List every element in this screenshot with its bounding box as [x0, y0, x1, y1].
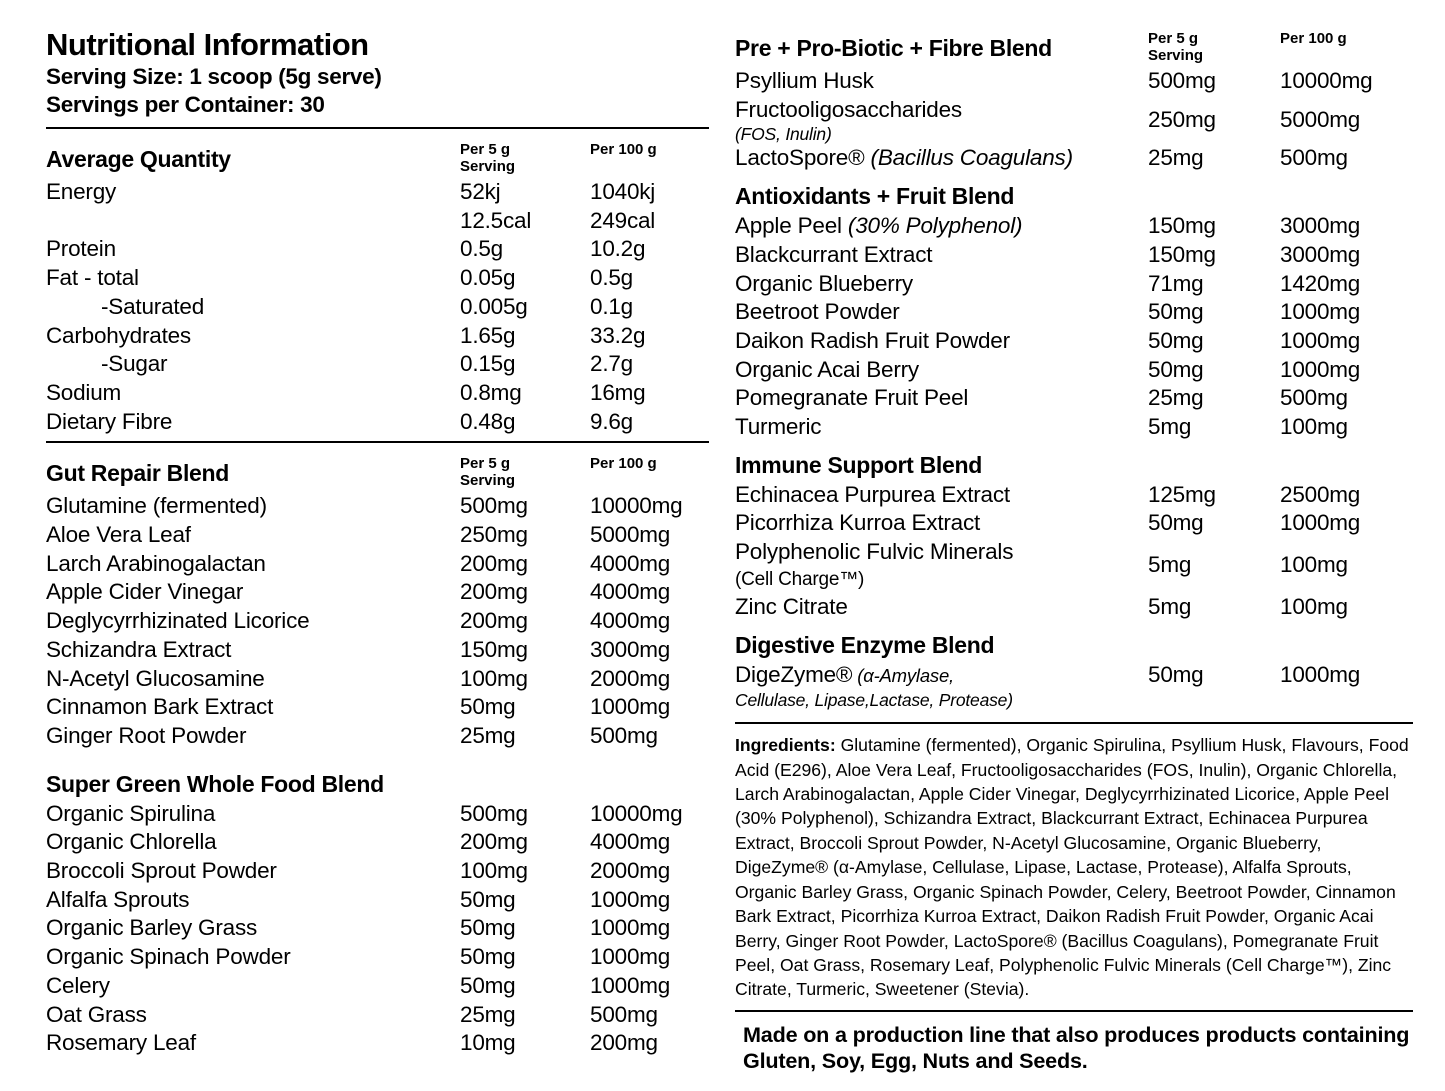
per-serving-value: 10mg: [460, 1030, 516, 1056]
ingredient-label-italic: (30% Polyphenol): [841, 213, 1023, 239]
per-100g-value: 1420mg: [1280, 270, 1361, 296]
ingredient-sublabel: Cellulase, Lipase,Lactase, Protease): [735, 690, 1013, 711]
per-100g-value: 200mg: [590, 1030, 658, 1056]
ingredient-name: [46, 722, 460, 751]
per-100g-value: 1000mg: [1280, 299, 1361, 325]
pre-pro-biotic-blend-table: [735, 26, 1413, 173]
per-serving-value: 100mg: [460, 665, 528, 691]
ingredient-label-text: Rosemary Leaf: [46, 1030, 196, 1056]
column-header-line: Serving: [460, 472, 516, 490]
per-100g-value: 3000mg: [590, 636, 671, 662]
ingredient-label-text: Carbohydrates: [46, 322, 191, 348]
per-serving-value: 5mg: [1148, 593, 1192, 619]
ingredient-name: [46, 693, 460, 722]
ingredient-label-text: Organic Acai Berry: [735, 356, 919, 382]
ingredient-name: [46, 550, 460, 579]
column-header-line: Serving: [460, 158, 516, 175]
ingredient-name: [46, 857, 460, 886]
table-row: [46, 350, 709, 379]
ingredient-name: [46, 322, 460, 351]
table-row: [735, 413, 1413, 442]
per-serving-value: 25mg: [460, 722, 516, 748]
ingredient-label-text: -Sugar: [101, 351, 168, 377]
section-header-row: [735, 26, 1413, 67]
per-serving-value: 25mg: [1148, 385, 1204, 411]
column-header-line: Serving: [1148, 47, 1204, 64]
per-100g-value: 5000mg: [1280, 106, 1361, 132]
per-serving-value: 71mg: [1148, 270, 1204, 296]
ingredient-name: [735, 538, 1148, 593]
per-100g-value: 33.2g: [590, 322, 646, 348]
column-header-line: Per 5 g: [1148, 30, 1199, 47]
ingredient-name: [46, 828, 460, 857]
ingredient-sublabel: (FOS, Inulin): [735, 124, 832, 145]
section-heading: Average Quantity: [46, 146, 231, 172]
ingredient-name: [735, 96, 1148, 145]
per-100g-value: 0.5g: [590, 265, 633, 291]
per-100g-value: 500mg: [1280, 145, 1348, 171]
ingredient-label-text: Organic Chlorella: [46, 829, 217, 855]
ingredient-label-text: Pomegranate Fruit Peel: [735, 385, 969, 411]
ingredient-label-text: -Saturated: [101, 293, 205, 319]
per-100g-value: 4000mg: [590, 579, 671, 605]
ingredients-paragraph: [735, 733, 1413, 1001]
per-serving-value: 200mg: [460, 829, 528, 855]
section-header-row: [46, 443, 709, 492]
per-serving-value: 50mg: [460, 915, 516, 941]
ingredient-name: [735, 67, 1148, 96]
table-row: [46, 800, 709, 829]
ingredient-label-text: Organic Spirulina: [46, 800, 216, 826]
table-row: [735, 67, 1413, 96]
per-100g-value: 9.6g: [590, 408, 633, 434]
per-100g-value: 2000mg: [590, 858, 671, 884]
ingredient-label-text: Polyphenolic Fulvic Minerals: [735, 539, 1014, 565]
antioxidants-blend-table: [735, 173, 1413, 442]
super-green-blend-table: [46, 761, 709, 1058]
immune-support-blend-table: [735, 442, 1413, 622]
table-row: [46, 607, 709, 636]
per-100g-value: 1000mg: [1280, 356, 1361, 382]
table-row: [46, 492, 709, 521]
digestive-enzyme-blend-table: [735, 622, 1413, 711]
column-header-per-serving: [460, 139, 590, 175]
table-row: [46, 914, 709, 943]
per-100g-value: 0.1g: [590, 293, 633, 319]
ingredient-label-italic: (Bacillus Coagulans): [864, 145, 1073, 171]
table-row: [46, 178, 709, 207]
table-row: [735, 327, 1413, 356]
ingredient-name: [46, 636, 460, 665]
section-header-row: [46, 761, 709, 800]
ingredient-name: [46, 178, 460, 207]
table-row: [735, 509, 1413, 538]
ingredient-name: [46, 521, 460, 550]
column-header-per-serving: [1148, 28, 1280, 64]
ingredient-name: [46, 972, 460, 1001]
per-serving-value: 500mg: [460, 800, 528, 826]
table-row: [735, 481, 1413, 510]
per-100g-value: 4000mg: [590, 550, 671, 576]
table-row: [46, 379, 709, 408]
table-row: [46, 693, 709, 722]
ingredient-name: [46, 235, 460, 264]
ingredient-label-text: Oat Grass: [46, 1001, 147, 1027]
ingredient-name: [735, 298, 1148, 327]
right-column: [735, 26, 1413, 1075]
per-100g-value: 10000mg: [590, 493, 683, 519]
ingredient-label-text: Ginger Root Powder: [46, 722, 247, 748]
per-serving-value: 0.5g: [460, 236, 503, 262]
per-100g-value: 100mg: [1280, 552, 1348, 578]
table-row: [46, 207, 709, 236]
ingredient-label-text: Aloe Vera Leaf: [46, 522, 191, 548]
per-serving-value: 50mg: [1148, 327, 1204, 353]
per-serving-value: 50mg: [460, 944, 516, 970]
ingredient-label-text: Daikon Radish Fruit Powder: [735, 327, 1010, 353]
section-header-row: [735, 173, 1413, 212]
divider: [735, 1010, 1413, 1012]
column-header-per-100g: Per 100 g: [590, 141, 657, 158]
ingredient-label-text: Deglycyrrhizinated Licorice: [46, 608, 310, 634]
ingredient-name: [735, 212, 1148, 241]
ingredient-label-text: Celery: [46, 972, 110, 998]
section-header-row: [735, 622, 1413, 661]
column-header-per-100g: Per 100 g: [1280, 30, 1347, 47]
table-row: [735, 661, 1413, 711]
table-row: [735, 212, 1413, 241]
per-100g-value: 100mg: [1280, 414, 1348, 440]
per-100g-value: 10000mg: [590, 800, 683, 826]
ingredient-label-text: Cinnamon Bark Extract: [46, 694, 274, 720]
ingredients-label: Ingredients:: [735, 735, 836, 756]
per-100g-value: 3000mg: [1280, 241, 1361, 267]
per-serving-value: 200mg: [460, 550, 528, 576]
ingredients-text: Glutamine (fermented), Organic Spirulina, Psyllium Husk, Flavours, Food Acid (E296), Aloe Vera Leaf, Fructooligosaccharides (FOS, Inulin), Organic Chlorella, Larch Arabinogalactan, Apple Cider Vinegar, Deglycyrrhizinated Licorice, Apple Peel (30% Polyphenol), Schizandra Extract, Blackcurrant Extract, Echinacea Purpurea Extract, Broccoli Sprout Powder, N-Acetyl Glucosamine, Organic Blueberry, DigeZyme® (α-Amylase, Cellulase, Lipase, Lactase, Protease), Alfalfa Sprouts, Organic Barley Grass, Organic Spinach Powder, Celery, Beetroot Powder, Cinnamon Bark Extract, Picorrhiza Kurroa Extract, Daikon Radish Fruit Powder, Organic Acai Berry, Ginger Root Powder, LactoSpore® (Bacillus Coagulans), Pomegranate Fruit Peel, Oat Grass, Rosemary Leaf, Polyphenolic Fulvic Minerals (Cell Charge™), Zinc Citrate, Turmeric, Sweetener (Stevia).: [735, 735, 1409, 1000]
per-serving-value: 50mg: [460, 694, 516, 720]
ingredient-name: [735, 356, 1148, 385]
section-heading: Digestive Enzyme Blend: [735, 631, 995, 658]
per-serving-value: 125mg: [1148, 481, 1216, 507]
table-row: [46, 665, 709, 694]
ingredient-label-text: Organic Barley Grass: [46, 915, 258, 941]
per-100g-value: 1000mg: [1280, 327, 1361, 353]
ingredient-label-text: Organic Spinach Powder: [46, 944, 291, 970]
per-100g-value: 1000mg: [590, 972, 671, 998]
table-row: [46, 1029, 709, 1058]
table-row: [735, 538, 1413, 593]
column-header-per-serving: [460, 453, 590, 489]
serving-size: Serving Size: 1 scoop (5g serve): [46, 64, 382, 89]
ingredient-label-text: Organic Blueberry: [735, 270, 913, 296]
per-100g-value: 4000mg: [590, 608, 671, 634]
per-100g-value: 3000mg: [1280, 213, 1361, 239]
ingredient-name: [46, 1029, 460, 1058]
ingredient-name: [46, 665, 460, 694]
per-100g-value: 2500mg: [1280, 481, 1361, 507]
per-serving-value: 50mg: [1148, 299, 1204, 325]
left-column: [46, 26, 709, 1058]
per-100g-value: 2000mg: [590, 665, 671, 691]
per-100g-value: 1000mg: [1280, 661, 1361, 687]
table-row: [46, 722, 709, 751]
ingredient-label-text: Dietary Fibre: [46, 408, 173, 434]
per-100g-value: 16mg: [590, 379, 646, 405]
section-heading: Pre + Pro-Biotic + Fibre Blend: [735, 35, 1052, 61]
per-serving-value: 250mg: [460, 522, 528, 548]
per-100g-value: 2.7g: [590, 351, 633, 377]
ingredient-label-text: Beetroot Powder: [735, 299, 900, 325]
per-100g-value: 4000mg: [590, 829, 671, 855]
ingredient-name: [46, 607, 460, 636]
ingredient-label-text: LactoSpore®: [735, 145, 865, 171]
ingredient-name: [46, 943, 460, 972]
ingredient-name: [46, 578, 460, 607]
ingredient-label-text: Broccoli Sprout Powder: [46, 858, 277, 884]
per-100g-value: 10.2g: [590, 236, 646, 262]
ingredient-label-text: Apple Cider Vinegar: [46, 579, 244, 605]
ingredient-name: [735, 241, 1148, 270]
table-row: [46, 972, 709, 1001]
ingredient-name: [46, 350, 460, 379]
per-serving-value: 0.15g: [460, 351, 516, 377]
table-row: [735, 298, 1413, 327]
per-100g-value: 1000mg: [590, 694, 671, 720]
per-serving-value: 52kj: [460, 179, 501, 204]
per-serving-value: 200mg: [460, 608, 528, 634]
ingredient-label-text: Larch Arabinogalactan: [46, 550, 266, 576]
per-serving-value: 0.8mg: [460, 379, 522, 405]
table-row: [46, 1001, 709, 1030]
per-serving-value: 0.005g: [460, 293, 528, 319]
per-100g-value: 1000mg: [590, 944, 671, 970]
ingredient-name: [46, 800, 460, 829]
ingredient-name: [735, 270, 1148, 299]
per-serving-value: 150mg: [460, 636, 528, 662]
ingredient-name: [46, 492, 460, 521]
per-serving-value: 25mg: [1148, 145, 1204, 171]
per-serving-value: 500mg: [1148, 68, 1216, 93]
per-100g-value: 500mg: [1280, 385, 1348, 411]
per-100g-value: 500mg: [590, 722, 658, 748]
allergen-statement: Made on a production line that also produces products containing Gluten, Soy, Egg, Nuts and Seeds.: [743, 1021, 1410, 1074]
section-heading: Immune Support Blend: [735, 451, 983, 478]
per-serving-value: 5mg: [1148, 414, 1192, 440]
table-row: [735, 593, 1413, 622]
ingredient-label-text: Fat - total: [46, 265, 139, 291]
per-serving-value: 250mg: [1148, 106, 1216, 132]
ingredient-label-text: Echinacea Purpurea Extract: [735, 481, 1010, 507]
table-row: [735, 270, 1413, 299]
ingredient-label-text: Protein: [46, 236, 116, 262]
page-title: Nutritional Information: [46, 27, 369, 62]
per-serving-value: 5mg: [1148, 552, 1192, 578]
ingredient-name: [735, 413, 1148, 442]
section-header-row: [735, 442, 1413, 481]
per-serving-value: 500mg: [460, 493, 528, 519]
per-serving-value: 0.05g: [460, 265, 516, 291]
per-serving-value: 50mg: [1148, 510, 1204, 536]
table-row: [46, 828, 709, 857]
column-header-per-100g: Per 100 g: [590, 455, 657, 473]
section-heading: Antioxidants + Fruit Blend: [735, 183, 1015, 210]
ingredient-name: [735, 327, 1148, 356]
table-row: [735, 356, 1413, 385]
ingredient-label-text: DigeZyme®: [735, 661, 853, 687]
ingredient-label-text: Blackcurrant Extract: [735, 241, 933, 267]
per-100g-value: 100mg: [1280, 593, 1348, 619]
table-row: [46, 578, 709, 607]
ingredient-name: [46, 914, 460, 943]
per-100g-value: 5000mg: [590, 522, 671, 548]
ingredient-name: [735, 481, 1148, 510]
ingredient-label-italic: (α-Amylase,: [852, 664, 955, 686]
per-serving-value: 50mg: [1148, 661, 1204, 687]
column-header-line: Per 5 g: [460, 141, 511, 158]
ingredient-label-text: Sodium: [46, 379, 122, 405]
per-100g-value: 1000mg: [1280, 510, 1361, 536]
per-serving-value: 100mg: [460, 858, 528, 884]
ingredient-label-text: Energy: [46, 179, 117, 204]
table-row: [46, 293, 709, 322]
per-serving-value: 1.65g: [460, 322, 516, 348]
per-serving-value: 0.48g: [460, 408, 516, 434]
ingredient-name: [46, 264, 460, 293]
per-serving-value: 150mg: [1148, 241, 1216, 267]
ingredient-name: [735, 509, 1148, 538]
ingredient-sublabel: (Cell Charge™): [735, 568, 865, 590]
ingredient-label-text: Schizandra Extract: [46, 636, 232, 662]
table-row: [46, 636, 709, 665]
table-row: [46, 857, 709, 886]
divider: [735, 722, 1413, 724]
table-row: [46, 886, 709, 915]
ingredient-name: [735, 384, 1148, 413]
ingredient-name: [46, 886, 460, 915]
per-100g-value: 10000mg: [1280, 68, 1373, 93]
table-row: [735, 241, 1413, 270]
ingredient-label-text: N-Acetyl Glucosamine: [46, 665, 265, 691]
ingredient-name: [46, 408, 460, 437]
ingredient-label-text: Apple Peel: [735, 213, 842, 239]
per-serving-value: 25mg: [460, 1001, 516, 1027]
table-row: [735, 384, 1413, 413]
per-100g-value: 500mg: [590, 1001, 658, 1027]
per-serving-value: 200mg: [460, 579, 528, 605]
column-header-line: Per 5 g: [460, 455, 511, 473]
per-100g-value: 1000mg: [590, 915, 671, 941]
gut-repair-blend-table: [46, 443, 709, 750]
ingredient-label-text: Psyllium Husk: [735, 68, 874, 93]
ingredient-name: [46, 1001, 460, 1030]
ingredient-label-text: Turmeric: [735, 414, 822, 440]
section-heading: Gut Repair Blend: [46, 460, 230, 487]
ingredient-name: [46, 293, 460, 322]
average-quantity-table: [46, 129, 709, 436]
section-header-row: [46, 129, 709, 178]
table-row: [735, 144, 1413, 173]
ingredient-name: [735, 593, 1148, 622]
ingredient-label-text: Picorrhiza Kurroa Extract: [735, 510, 981, 536]
per-100g-value: 1040kj: [590, 179, 656, 204]
ingredient-label-text: Zinc Citrate: [735, 593, 848, 619]
table-row: [735, 96, 1413, 145]
table-row: [46, 408, 709, 437]
table-row: [46, 235, 709, 264]
table-row: [46, 264, 709, 293]
table-row: [46, 943, 709, 972]
servings-per-container: Servings per Container: 30: [46, 91, 325, 117]
per-serving-value: 50mg: [460, 972, 516, 998]
table-row: [46, 322, 709, 351]
per-100g-value: 249cal: [590, 207, 656, 233]
section-heading: Super Green Whole Food Blend: [46, 770, 384, 797]
ingredient-label-text: Fructooligosaccharides: [735, 96, 962, 122]
per-100g-value: 1000mg: [590, 886, 671, 912]
table-row: [46, 550, 709, 579]
ingredient-label-text: Alfalfa Sprouts: [46, 886, 190, 912]
ingredient-name: [735, 661, 1148, 711]
table-row: [46, 521, 709, 550]
ingredient-label-text: Glutamine (fermented): [46, 493, 267, 519]
per-serving-value: 150mg: [1148, 213, 1216, 239]
per-serving-value: 12.5cal: [460, 207, 532, 233]
per-serving-value: 50mg: [1148, 356, 1204, 382]
per-serving-value: 50mg: [460, 886, 516, 912]
ingredient-name: [46, 379, 460, 408]
ingredient-name: [735, 144, 1148, 173]
